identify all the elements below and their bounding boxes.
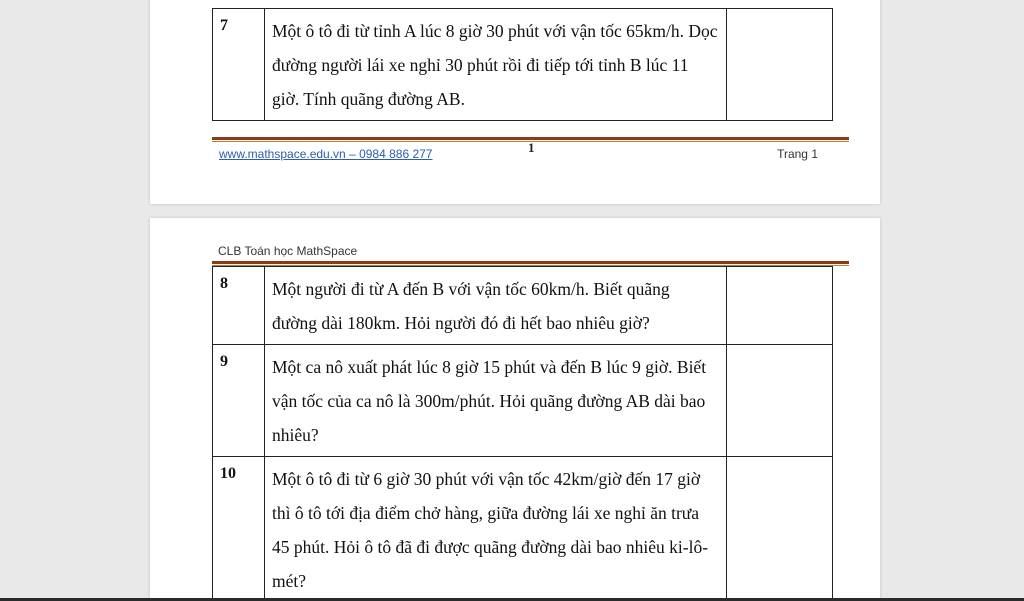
exercise-number: 10 bbox=[213, 457, 265, 601]
exercise-table bbox=[212, 8, 833, 121]
answer-cell bbox=[727, 267, 833, 345]
exercise-text: Một ô tô đi từ 6 giờ 30 phút với vận tốc 42km/giờ đến 17 giờ thì ô tô tới địa điểm chở hàng, giữa đường lái xe nghỉ ăn trưa 45 phút. Hỏi ô tô đã đi được quãng đường dài bao nhiêu ki-lô-mét? bbox=[265, 457, 727, 601]
answer-cell bbox=[727, 345, 833, 457]
exercise-number: 9 bbox=[213, 345, 265, 457]
table-row bbox=[213, 457, 833, 601]
page-1 bbox=[150, 0, 880, 204]
exercise-text: Một ô tô đi từ tỉnh A lúc 8 giờ 30 phút với vận tốc 65km/h. Dọc đường người lái xe nghỉ 30 phút rồi đi tiếp tới tỉnh B lúc 11 giờ. Tính quãng đường AB. bbox=[265, 9, 727, 121]
table-row bbox=[213, 267, 833, 345]
exercise-text: Một người đi từ A đến B với vận tốc 60km/h. Biết quãng đường dài 180km. Hỏi người đó đi hết bao nhiêu giờ? bbox=[265, 267, 727, 345]
answer-cell bbox=[727, 457, 833, 601]
table-row bbox=[213, 9, 833, 121]
table-row bbox=[213, 345, 833, 457]
page-header: CLB Toán học MathSpace bbox=[218, 244, 358, 258]
exercise-table bbox=[212, 266, 833, 601]
page-2 bbox=[150, 218, 880, 601]
footer-website-link[interactable]: www.mathspace.edu.vn – 0984 886 277 bbox=[219, 147, 433, 161]
exercise-number: 7 bbox=[213, 9, 265, 121]
page-number: 1 bbox=[528, 140, 535, 155]
exercise-text: Một ca nô xuất phát lúc 8 giờ 15 phút và đến B lúc 9 giờ. Biết vận tốc của ca nô là 300m/phút. Hỏi quãng đường AB dài bao nhiêu? bbox=[265, 345, 727, 457]
answer-cell bbox=[727, 9, 833, 121]
exercise-number: 8 bbox=[213, 267, 265, 345]
page-label: Trang 1 bbox=[777, 147, 818, 161]
